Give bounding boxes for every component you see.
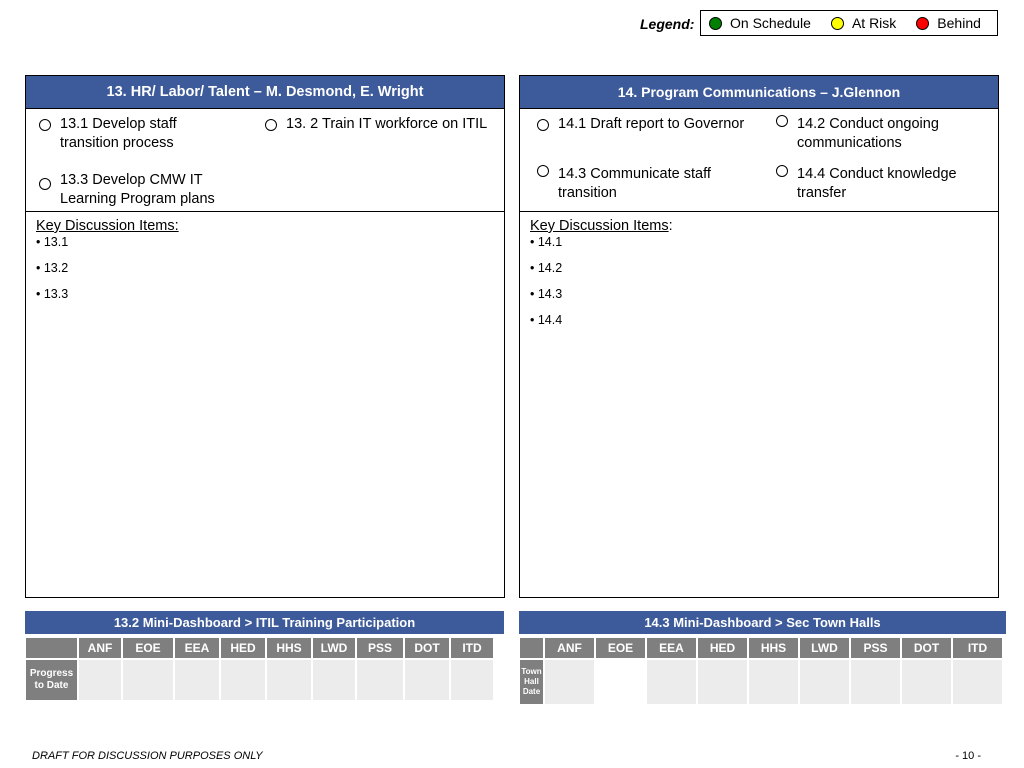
table-cell[interactable] [267, 660, 311, 700]
legend-item-label: At Risk [851, 15, 897, 31]
list-item: • 13.2 [36, 261, 69, 275]
panel-title: 14. Program Communications – J.Glennon [520, 76, 998, 109]
key-discussion-section [520, 212, 998, 345]
table-cell[interactable] [902, 660, 951, 704]
table-corner-cell [26, 638, 77, 658]
green-status-dot-icon [709, 17, 722, 30]
column-header: LWD [313, 638, 355, 658]
key-discussion-colon: : [668, 218, 673, 234]
table-cell[interactable] [357, 660, 403, 700]
task-item [39, 171, 239, 209]
table-cell[interactable] [953, 660, 1002, 704]
task-label: 14.3 Communicate staff transition [558, 166, 711, 201]
column-header: HED [221, 638, 265, 658]
task-label: 14.2 Conduct ongoing communications [797, 116, 939, 151]
column-header: ITD [451, 638, 493, 658]
column-header: ANF [79, 638, 121, 658]
column-header: ANF [545, 638, 594, 658]
column-header: ITD [953, 638, 1002, 658]
table-cell[interactable] [221, 660, 265, 700]
column-header: EOE [123, 638, 173, 658]
column-header: DOT [902, 638, 951, 658]
dashboard-table [518, 636, 1004, 706]
dashboard-table [24, 636, 495, 702]
legend-item-on-schedule [709, 15, 811, 31]
table-header-row [520, 638, 1002, 658]
table-cell[interactable] [313, 660, 355, 700]
table-cell[interactable] [79, 660, 121, 700]
footer-draft-notice: DRAFT FOR DISCUSSION PURPOSES ONLY [32, 750, 263, 762]
panel-title: 13. HR/ Labor/ Talent – M. Desmond, E. Wright [26, 76, 504, 109]
mini-dashboard-itil-training [25, 611, 504, 702]
red-status-dot-icon [916, 17, 929, 30]
key-discussion-heading [530, 218, 988, 234]
task-label: 14.1 Draft report to Governor [558, 116, 745, 132]
status-circle-icon [39, 178, 51, 190]
dashboard-title: 13.2 Mini-Dashboard > ITIL Training Participation [25, 611, 504, 634]
column-header: HHS [267, 638, 311, 658]
list-item: • 13.3 [36, 287, 69, 301]
column-header: EEA [175, 638, 219, 658]
legend-item-behind [916, 15, 981, 31]
task-label: 13. 2 Train IT workforce on ITIL [286, 116, 488, 132]
column-header: EEA [647, 638, 696, 658]
list-item: • 13.1 [36, 235, 69, 249]
table-corner-cell [520, 638, 543, 658]
key-discussion-list [530, 235, 988, 339]
column-header: PSS [851, 638, 900, 658]
task-item [537, 115, 752, 134]
key-discussion-title: Key Discussion Items: [36, 218, 179, 234]
status-circle-icon [776, 165, 788, 177]
column-header: LWD [800, 638, 849, 658]
legend-label: Legend: [640, 16, 695, 32]
task-label: 13.1 Develop staff transition process [60, 116, 177, 151]
column-header: DOT [405, 638, 449, 658]
table-cell[interactable] [175, 660, 219, 700]
list-item: • 14.1 [530, 235, 563, 249]
list-item: • 14.2 [530, 261, 563, 275]
mini-dashboard-sec-town-halls [519, 611, 1006, 706]
task-item [776, 165, 986, 203]
task-item [776, 115, 986, 153]
status-circle-icon [537, 165, 549, 177]
status-circle-icon [265, 119, 277, 131]
column-header: HHS [749, 638, 798, 658]
status-circle-icon [776, 115, 788, 127]
table-cell[interactable] [800, 660, 849, 704]
task-item [537, 165, 752, 203]
key-discussion-title: Key Discussion Items [530, 218, 669, 234]
table-cell[interactable] [749, 660, 798, 704]
legend-item-label: On Schedule [730, 15, 811, 31]
legend-item-at-risk [831, 15, 896, 31]
table-cell[interactable] [405, 660, 449, 700]
table-cell[interactable] [851, 660, 900, 704]
row-header: Town Hall Date [520, 660, 543, 704]
column-header: HED [698, 638, 747, 658]
table-cell[interactable] [698, 660, 747, 704]
task-label: 13.3 Develop CMW IT Learning Program plans [60, 172, 215, 207]
panel-hr-labor-talent [25, 75, 505, 598]
row-header: Progress to Date [26, 660, 77, 700]
task-list [520, 109, 998, 212]
column-header: PSS [357, 638, 403, 658]
page-number: - 10 - [955, 750, 981, 762]
key-discussion-section [26, 212, 504, 319]
task-item [39, 115, 239, 153]
table-cell[interactable] [647, 660, 696, 704]
table-row [520, 660, 1002, 704]
status-circle-icon [39, 119, 51, 131]
table-row [26, 660, 493, 700]
key-discussion-list [36, 235, 494, 313]
dashboard-title: 14.3 Mini-Dashboard > Sec Town Halls [519, 611, 1006, 634]
legend-item-label: Behind [937, 15, 981, 31]
panel-program-communications [519, 75, 999, 598]
list-item: • 14.4 [530, 313, 563, 327]
table-cell[interactable] [545, 660, 594, 704]
column-header: EOE [596, 638, 645, 658]
table-header-row [26, 638, 493, 658]
task-list [26, 109, 504, 212]
table-cell[interactable] [451, 660, 493, 700]
status-circle-icon [537, 119, 549, 131]
table-cell[interactable] [123, 660, 173, 700]
legend [700, 10, 998, 36]
yellow-status-dot-icon [831, 17, 844, 30]
task-item [265, 115, 490, 134]
list-item: • 14.3 [530, 287, 563, 301]
table-cell[interactable] [596, 660, 645, 704]
task-label: 14.4 Conduct knowledge transfer [797, 166, 957, 201]
